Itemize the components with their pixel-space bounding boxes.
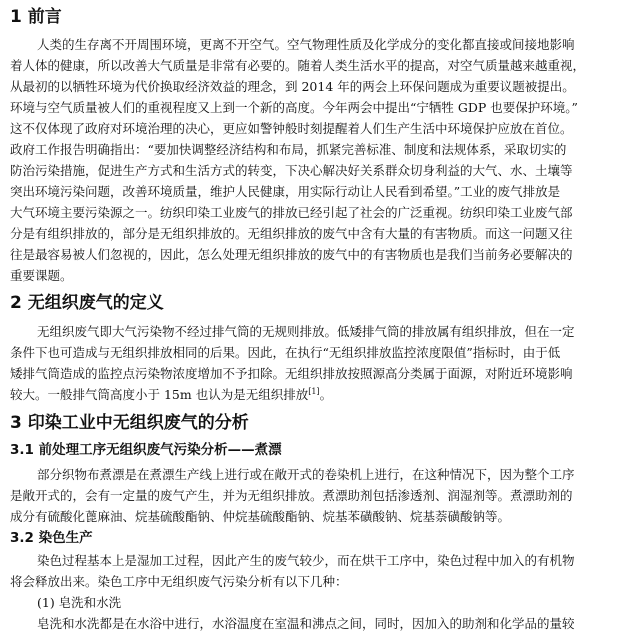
paragraph-line: 往是最容易被人们忽视的，因此，怎么处理无组织排放的废气中的有害物质也是我们当前务必要解决的 [10,247,573,262]
list-item-heading: (1) 皂洗和水洗 [37,595,122,610]
paragraph-line: 政府工作报告明确指出：“要加快调整经济结构和布局，抓紧完善标准、制度和法规体系，采取切实的 [10,142,567,157]
paragraph-line: 从最初的以牺牲环境为代价换取经济效益的理念，到 2014 年的两会上环保问题成为重要议题被提出。 [10,79,575,94]
subsection-heading-dyeing: 3.2 染色生产 [10,530,93,546]
paragraph-line: 重要课题。 [10,268,73,283]
citation-ref[interactable]: [1] [308,386,320,396]
paragraph-line: 部分织物布煮漂是在煮漂生产线上进行或在敞开式的卷染机上进行，在这种情况下，因为整个工序 [37,467,575,482]
paragraph-text: 。 [319,387,333,402]
section-heading-definition: 2 无组织废气的定义 [10,293,164,313]
paragraph-line: 环境与空气质量被人们的重视程度又上到一个新的高度。今年两会中提出“宁牺牲 GDP 也要保护环境。” [10,100,578,115]
paragraph-line: 成分有硫酸化蓖麻油、烷基硫酸酯钠、仲烷基硫酸酯钠、烷基苯磺酸钠、烷基萘磺酸钠等。 [10,509,511,524]
paragraph-line: 无组织废气即大气污染物不经过排气筒的无规则排放。低矮排气筒的排放属有组织排放，但在一定 [37,324,575,339]
paragraph-line: 是敞开式的，会有一定量的废气产生，并为无组织排放。煮漂助剂包括渗透剂、润湿剂等。煮漂助剂的 [10,488,573,503]
paragraph-line: 分是有组织排放的，部分是无组织排放的。无组织排放的废气中含有大量的有害物质。而这一问题又往 [10,226,573,241]
paragraph-line: 矮排气筒造成的监控点污染物浓度增加不予扣除。无组织排放按照源高分类属于面源，对附近环境影响 [10,366,573,381]
paragraph-line: 染色过程基本上是湿加工过程，因此产生的废气较少，而在烘干工序中，染色过程中加入的有机物 [37,553,575,568]
paragraph-line: 条件下也可造成与无组织排放相同的后果。因此，在执行“无组织排放监控浓度限值”指标时，由于低 [10,345,561,360]
paragraph-line: 大气环境主要污染源之一。纺织印染工业废气的排放已经引起了社会的广泛重视。纺织印染工业废气部 [10,205,573,220]
paragraph-line: 将会释放出来。染色工序中无组织废气污染分析有以下几种： [10,574,348,589]
paragraph-line: 突出环境污染问题，改善环境质量，维护人民健康，用实际行动让人民看到希望。”工业的废气排放是 [10,184,561,199]
paragraph-line: 着人体的健康，所以改善大气质量是非常有必要的。随着人类生活水平的提高，对空气质量越来越重视， [10,58,586,73]
paragraph-line: 皂洗和水洗都是在水浴中进行，水浴温度在室温和沸点之间，同时，因加入的助剂和化学品的量较 [37,616,575,631]
section-heading-analysis: 3 印染工业中无组织废气的分析 [10,413,249,433]
paragraph-text: 较大。一般排气筒高度小于 15m 也认为是无组织排放 [10,387,309,402]
paragraph-line [10,385,614,405]
subsection-heading-pretreatment: 3.1 前处理工序无组织废气污染分析——煮漂 [10,442,282,458]
paragraph-line: 这不仅体现了政府对环境治理的决心，更应如警钟般时刻提醒着人们生产生活中环境保护应放在首位。 [10,121,573,136]
paragraph-line: 人类的生存离不开周围环境，更离不开空气。空气物理性质及化学成分的变化都直接或间接地影响 [37,37,575,52]
paragraph-line: 防治污染措施，促进生产方式和生活方式的转变，下决心解决好关系群众切身利益的大气、水、土壤等 [10,163,573,178]
section-heading-preface: 1 前言 [10,7,62,27]
